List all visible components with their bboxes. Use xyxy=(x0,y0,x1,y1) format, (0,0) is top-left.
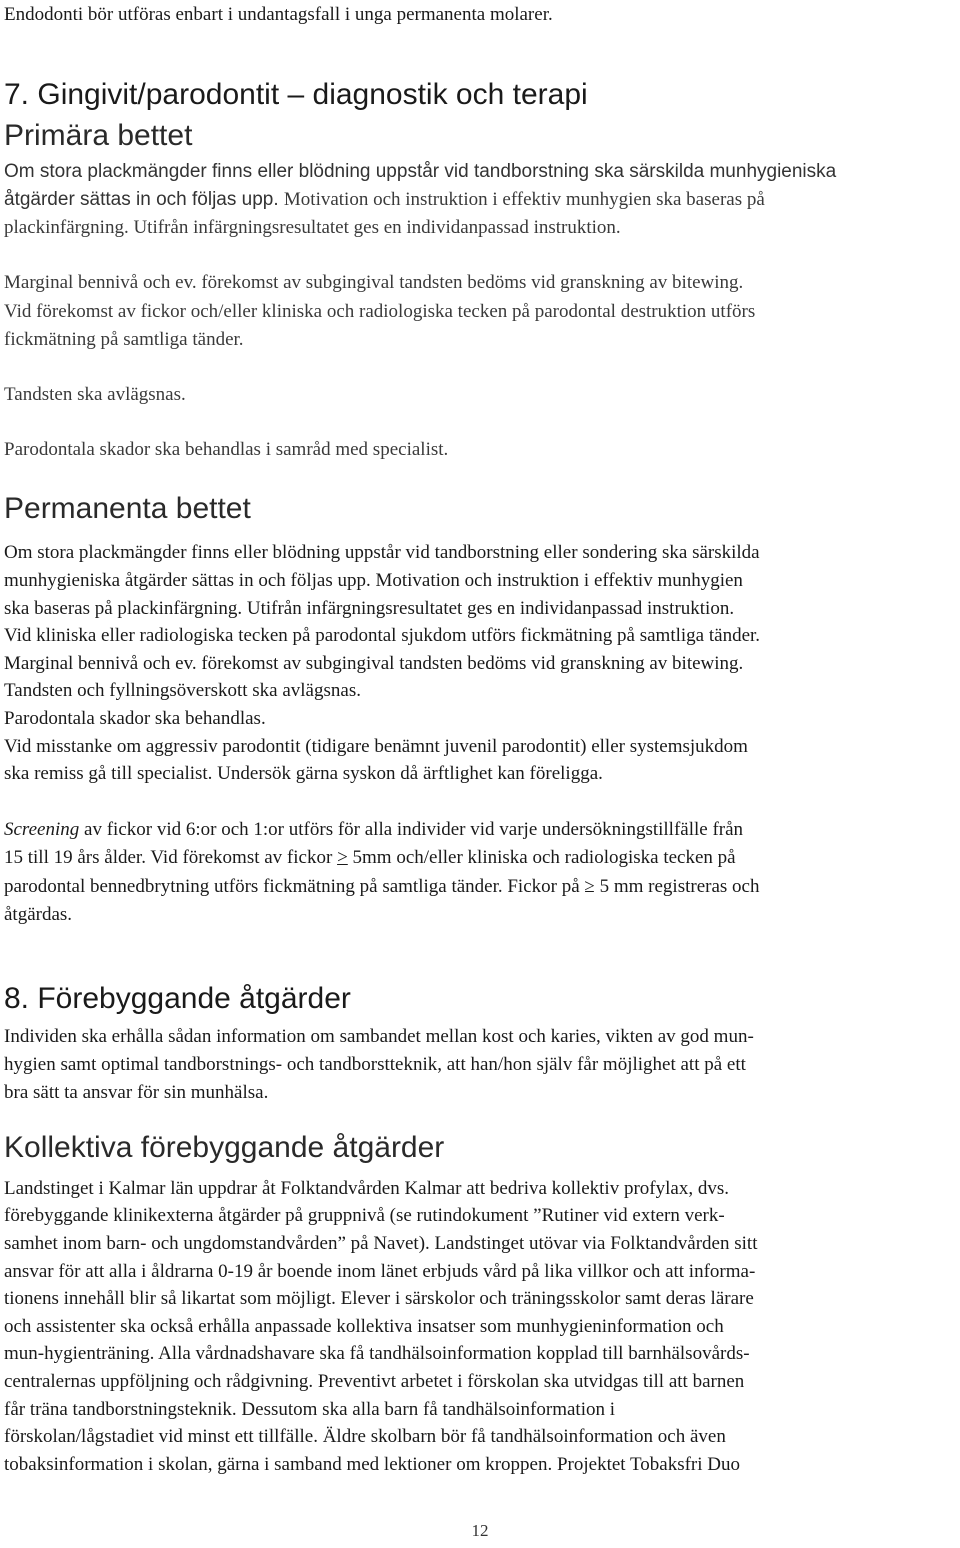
primary-p1-line3: plackinfärgning. Utifrån infärgningsresultatet ges en individanpassad instruktion. xyxy=(4,217,621,238)
collective-line-5: tionens innehåll blir så likartat som möjligt. Elever i särskolor och träningsskolor samt deras lärare xyxy=(4,1288,754,1309)
permanent-dentition-heading: Permanenta bettet xyxy=(4,492,251,525)
permanent-line-8: Vid misstanke om aggressiv parodontit (tidigare benämnt juvenil parodontit) eller systemsjukdom xyxy=(4,736,748,757)
collective-line-10: förskolan/lågstadiet vid minst ett tillfälle. Äldre skolbarn bör få tandhälsoinformation och även xyxy=(4,1426,726,1447)
primary-p1-line2 xyxy=(4,190,765,209)
primary-p2-line1: Marginal bennivå och ev. förekomst av subgingival tandsten bedöms vid granskning av bitewing. xyxy=(4,272,744,293)
primary-p1-line2-b: Motivation och instruktion i effektiv munhygien ska baseras på xyxy=(283,189,765,210)
page-number: 12 xyxy=(471,1521,489,1540)
collective-heading: Kollektiva förebyggande åtgärder xyxy=(4,1131,445,1164)
collective-line-11: tobaksinformation i skolan, gärna i samband med lektioner om kroppen. Projektet Tobaksfri Duo xyxy=(4,1454,740,1475)
permanent-line-2: munhygieniska åtgärder sättas in och följas upp. Motivation och instruktion i effektiv munhygien xyxy=(4,570,743,591)
primary-p2-line3: fickmätning på samtliga tänder. xyxy=(4,329,244,350)
screening-line-3-a: parodontal bennedbrytning utförs fickmätning på samtliga tänder. Fickor på xyxy=(4,876,585,897)
greater-equal-symbol-2: ≥ xyxy=(584,876,595,897)
screening-line-2-b: 5mm och/eller kliniska och radiologiska tecken på xyxy=(347,847,736,868)
permanent-line-6: Tandsten och fyllningsöverskott ska avlägsnas. xyxy=(4,680,361,701)
primary-p1-line2-a: åtgärder sättas in och följas upp. xyxy=(4,189,279,210)
primary-p3: Tandsten ska avlägsnas. xyxy=(4,384,186,405)
greater-equal-symbol: > xyxy=(337,847,348,868)
collective-line-6: och assistenter ska också erhålla anpassade kollektiva insatser som munhygieninformation och xyxy=(4,1316,724,1337)
section-8-heading: 8. Förebyggande åtgärder xyxy=(4,982,351,1015)
intro-line: Endodonti bör utföras enbart i undantagsfall i unga permanenta molarer. xyxy=(4,4,553,25)
screening-line-3 xyxy=(4,877,759,896)
primary-p1-line1: Om stora plackmängder finns eller blödning uppstår vid tandborstning ska särskilda munhygieniska xyxy=(4,161,837,182)
permanent-line-3: ska baseras på plackinfärgning. Utifrån infärgningsresultatet ges en individanpassad instruktion. xyxy=(4,598,735,619)
collective-line-2: förebyggande klinikexterna åtgärder på gruppnivå (se rutindokument ”Rutiner vid extern verk- xyxy=(4,1205,725,1226)
permanent-line-1: Om stora plackmängder finns eller blödning uppstår vid tandborstning eller sondering ska särskilda xyxy=(4,542,760,563)
permanent-line-4: Vid kliniska eller radiologiska tecken på parodontal sjukdom utförs fickmätning på samtliga tänder. xyxy=(4,625,761,646)
collective-line-4: ansvar för att alla i åldrarna 0-19 år boende inom länet erbjuds vård på lika villkor och att informa- xyxy=(4,1261,756,1282)
screening-term: Screening xyxy=(4,819,80,840)
section-7-heading: 7. Gingivit/parodontit – diagnostik och terapi xyxy=(4,78,588,111)
collective-line-1: Landstinget i Kalmar län uppdrar åt Folktandvården Kalmar att bedriva kollektiv profylax, dvs. xyxy=(4,1178,729,1199)
section-8-line-3: bra sätt ta ansvar för sin munhälsa. xyxy=(4,1082,269,1103)
collective-line-7: mun-hygienträning. Alla vårdnadshavare ska få tandhälsoinformation kopplad till barnhälsovårds- xyxy=(4,1343,750,1364)
screening-line-3-b: 5 mm registreras och xyxy=(594,876,760,897)
collective-line-8: centralernas uppföljning och rådgivning. Preventivt arbetet i förskolan ska utvidgas till att barnen xyxy=(4,1371,745,1392)
permanent-line-9: ska remiss gå till specialist. Undersök gärna syskon då ärftlighet kan föreligga. xyxy=(4,763,603,784)
primary-dentition-heading: Primära bettet xyxy=(4,119,193,152)
screening-line-1 xyxy=(4,820,743,839)
primary-p2-line2: Vid förekomst av fickor och/eller kliniska och radiologiska tecken på parodontal destruktion utförs xyxy=(4,301,756,322)
screening-line-1-rest: av fickor vid 6:or och 1:or utförs för alla individer vid varje undersökningstillfälle från xyxy=(79,819,744,840)
screening-line-4: åtgärdas. xyxy=(4,904,73,925)
permanent-line-5: Marginal bennivå och ev. förekomst av subgingival tandsten bedöms vid granskning av bitewing. xyxy=(4,653,744,674)
screening-line-2-a: 15 till 19 års ålder. Vid förekomst av fickor xyxy=(4,847,338,868)
screening-line-2 xyxy=(4,848,736,867)
section-8-line-1: Individen ska erhålla sådan information om sambandet mellan kost och karies, vikten av god mun- xyxy=(4,1026,754,1047)
section-8-line-2: hygien samt optimal tandborstnings- och tandborstteknik, att han/hon själv får möjlighet att på ett xyxy=(4,1054,746,1075)
primary-p4: Parodontala skador ska behandlas i samråd med specialist. xyxy=(4,439,449,460)
collective-line-9: får träna tandborstningsteknik. Dessutom ska alla barn få tandhälsoinformation i xyxy=(4,1399,616,1420)
collective-line-3: samhet inom barn- och ungdomstandvården” på Navet). Landstinget utövar via Folktandvården sitt xyxy=(4,1233,758,1254)
permanent-line-7: Parodontala skador ska behandlas. xyxy=(4,708,266,729)
